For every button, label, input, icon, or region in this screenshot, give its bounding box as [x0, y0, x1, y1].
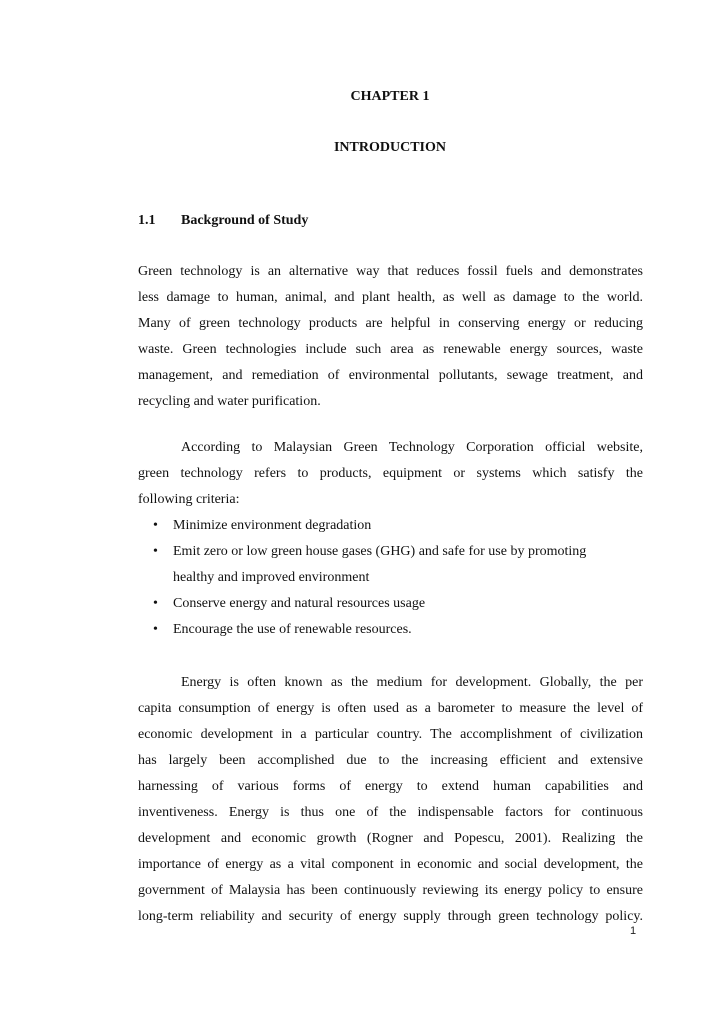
paragraph-line: government of Malaysia has been continuously reviewing its energy policy to ensure [138, 883, 643, 898]
paragraph-line: importance of energy as a vital component in economic and social development, the [138, 857, 643, 872]
bullet-icon: • [153, 596, 158, 611]
paragraph-line: less damage to human, animal, and plant health, as well as damage to the world. [138, 290, 643, 305]
paragraph-line: has largely been accomplished due to the increasing efficient and extensive [138, 753, 643, 768]
paragraph-energy [138, 670, 643, 930]
paragraph-line: harnessing of various forms of energy to extend human capabilities and [138, 779, 643, 794]
bullet-icon: • [153, 518, 158, 533]
paragraph-line: following criteria: [138, 492, 240, 507]
paragraph-background [138, 259, 643, 415]
section-number: 1.1 [138, 213, 156, 228]
paragraph-line: inventiveness. Energy is thus one of the indispensable factors for continuous [138, 805, 643, 820]
chapter-title: INTRODUCTION [333, 140, 446, 155]
list-item: • Conserve energy and natural resources usage [138, 591, 643, 617]
list-item: • Minimize environment degradation [138, 513, 643, 539]
chapter-label: CHAPTER 1 [350, 89, 430, 104]
paragraph-line: development and economic growth (Rogner and Popescu, 2001). Realizing the [138, 831, 643, 846]
list-item: • Encourage the use of renewable resources. [138, 617, 643, 643]
section-title: Background of Study [181, 213, 309, 228]
bullet-icon: • [153, 622, 158, 637]
section-heading [138, 212, 308, 230]
paragraph-line: Green technology is an alternative way that reduces fossil fuels and demonstrates [138, 264, 643, 279]
paragraph-line: management, and remediation of environmental pollutants, sewage treatment, and [138, 368, 643, 383]
criteria-list [138, 513, 643, 643]
page-number: 1 [630, 925, 637, 937]
paragraph-line: recycling and water purification. [138, 394, 321, 409]
paragraph-line: Energy is often known as the medium for development. Globally, the per [181, 675, 643, 690]
paragraph-line: capita consumption of energy is often used as a barometer to measure the level of [138, 701, 643, 716]
paragraph-line: long-term reliability and security of energy supply through green technology policy. [138, 909, 643, 924]
list-item-continuation: healthy and improved environment [173, 570, 370, 585]
paragraph-line: green technology refers to products, equipment or systems which satisfy the [138, 466, 643, 481]
list-item: • Emit zero or low green house gases (GHG) and safe for use by promoting [138, 539, 643, 565]
paragraph-line: According to Malaysian Green Technology Corporation official website, [181, 440, 643, 455]
bullet-icon: • [153, 544, 158, 559]
paragraph-line: waste. Green technologies include such area as renewable energy sources, waste [138, 342, 643, 357]
paragraph-line: economic development in a particular country. The accomplishment of civilization [138, 727, 643, 742]
paragraph-criteria [138, 435, 643, 513]
paragraph-line: Many of green technology products are helpful in conserving energy or reducing [138, 316, 643, 331]
